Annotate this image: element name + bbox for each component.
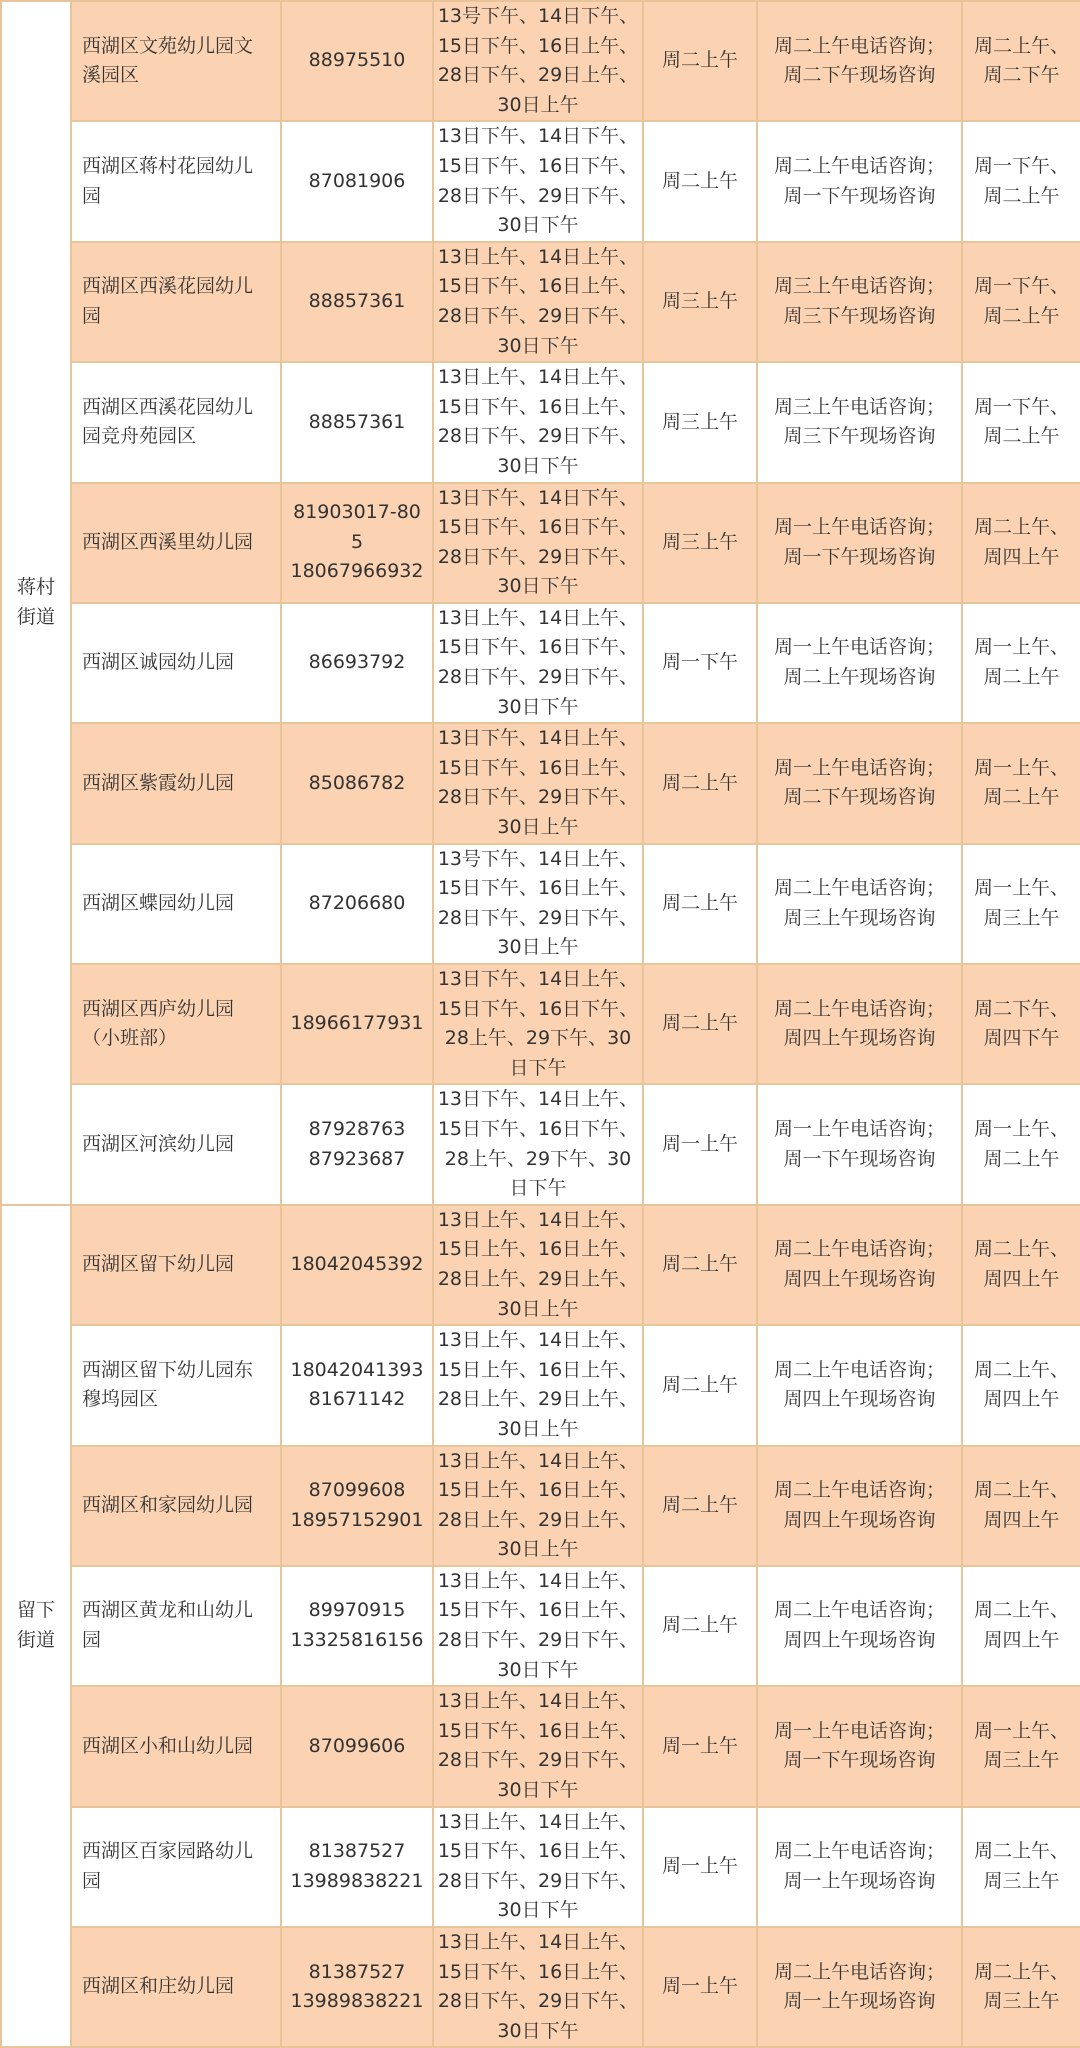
phone-cell [281, 1807, 433, 1927]
consultation-line: 周三上午电话咨询； [773, 275, 945, 298]
registration-dates: 13日上午、14日上午、15日上午、16日上午、28日上午、29日上午、30日上午 [433, 1325, 643, 1445]
phone-number: 81903017-805 [293, 501, 421, 553]
time-cell [962, 1446, 1080, 1566]
consultation-line: 周三下午现场咨询 [783, 304, 936, 327]
time-line: 周二下午 [983, 64, 1060, 87]
registration-dates: 13号下午、14日下午、15日下午、16日上午、28日下午、29日上午、30日上午 [433, 1, 643, 121]
phone-number: 81387527 [308, 1840, 406, 1863]
phone-number: 87081906 [308, 169, 406, 192]
table-row [1, 121, 1080, 241]
phone-number: 81671142 [308, 1388, 406, 1411]
registration-dates: 13日下午、14日下午、15日下午、16日下午、28日下午、29日下午、30日下午 [433, 121, 643, 241]
registration-dates: 13日上午、14日上午、15日下午、16日上午、28日下午、29日下午、30日下午 [433, 1686, 643, 1806]
phone-number: 86693792 [308, 651, 406, 674]
registration-dates: 13日下午、14日上午、15日下午、16日下午、28上午、29下午、30日下午 [433, 1084, 643, 1204]
announce-day: 周二上午 [643, 1325, 757, 1445]
registration-dates: 13日下午、14日上午、15日下午、16日下午、28上午、29下午、30日下午 [433, 964, 643, 1084]
consultation-line: 周一下午现场咨询 [783, 545, 936, 568]
time-line: 周一下午、 [973, 154, 1069, 177]
table-row [1, 723, 1080, 843]
time-line: 周三上午 [983, 1749, 1060, 1772]
announce-day: 周三上午 [643, 483, 757, 603]
table-row [1, 1325, 1080, 1445]
consultation-line: 周二上午电话咨询； [773, 1358, 945, 1381]
announce-day: 周一上午 [643, 1807, 757, 1927]
table-row [1, 1446, 1080, 1566]
consultation-line: 周三上午现场咨询 [783, 906, 936, 929]
phone-cell [281, 603, 433, 723]
kindergarten-name: 西湖区黄龙和山幼儿园 [71, 1566, 281, 1686]
consultation-line: 周二上午电话咨询； [773, 1599, 945, 1622]
registration-dates: 13日上午、14日上午、15日下午、16日下午、28日下午、29日下午、30日下午 [433, 603, 643, 723]
phone-number: 89970915 [308, 1599, 406, 1622]
table-row [1, 483, 1080, 603]
registration-dates: 13日下午、14日上午、15日下午、16日上午、28日下午、29日下午、30日上午 [433, 723, 643, 843]
consultation-cell [757, 1, 962, 121]
consultation-line: 周一上午电话咨询； [773, 636, 945, 659]
time-line: 周一上午、 [973, 1117, 1069, 1140]
time-cell [962, 964, 1080, 1084]
table-row [1, 1084, 1080, 1204]
phone-cell [281, 121, 433, 241]
phone-number: 18966177931 [290, 1012, 424, 1035]
registration-dates: 13日上午、14日上午、15日上午、16日上午、28日上午、29日上午、30日上午 [433, 1205, 643, 1325]
time-line: 周四上午 [983, 1388, 1060, 1411]
consultation-cell [757, 844, 962, 964]
consultation-line: 周二上午电话咨询； [773, 1840, 945, 1863]
time-cell [962, 1, 1080, 121]
registration-dates: 13日上午、14日上午、15日下午、16日上午、28日下午、29日下午、30日下午 [433, 1566, 643, 1686]
consultation-cell [757, 362, 962, 482]
phone-number: 13989838221 [290, 1990, 424, 2013]
phone-number: 18957152901 [290, 1508, 424, 1531]
announce-day: 周一上午 [643, 1927, 757, 2047]
registration-dates: 13日上午、14日上午、15日下午、16日上午、28日下午、29日下午、30日下午 [433, 1927, 643, 2047]
consultation-line: 周一下午现场咨询 [783, 1147, 936, 1170]
phone-cell [281, 723, 433, 843]
consultation-cell [757, 723, 962, 843]
time-line: 周三上午 [983, 1869, 1060, 1892]
consultation-line: 周二上午电话咨询； [773, 34, 945, 57]
time-line: 周三上午 [983, 906, 1060, 929]
table-row [1, 844, 1080, 964]
kindergarten-name: 西湖区西溪花园幼儿园竞舟苑园区 [71, 362, 281, 482]
district-label: 街道 [16, 1629, 55, 1652]
consultation-line: 周一上午现场咨询 [783, 1990, 936, 2013]
kindergarten-name: 西湖区西溪里幼儿园 [71, 483, 281, 603]
consultation-cell [757, 1205, 962, 1325]
consultation-line: 周二上午电话咨询； [773, 154, 945, 177]
phone-number: 88975510 [308, 49, 406, 72]
consultation-line: 周一下午现场咨询 [783, 1749, 936, 1772]
time-line: 周三上午 [983, 1990, 1060, 2013]
registration-dates: 13日上午、14日上午、15日下午、16日上午、28日下午、29日下午、30日下午 [433, 242, 643, 362]
phone-number: 88857361 [308, 410, 406, 433]
time-line: 周二上午、 [973, 516, 1069, 539]
district-label: 蒋村 [16, 576, 55, 599]
consultation-line: 周二上午电话咨询； [773, 997, 945, 1020]
consultation-line: 周三上午电话咨询； [773, 395, 945, 418]
announce-day: 周二上午 [643, 1205, 757, 1325]
time-cell [962, 723, 1080, 843]
kindergarten-name: 西湖区小和山幼儿园 [71, 1686, 281, 1806]
time-line: 周二上午、 [973, 1840, 1069, 1863]
consultation-line: 周一上午电话咨询； [773, 756, 945, 779]
consultation-line: 周二上午电话咨询； [773, 1960, 945, 1983]
table-row [1, 1686, 1080, 1806]
phone-number: 18042045392 [290, 1253, 424, 1276]
consultation-line: 周三下午现场咨询 [783, 425, 936, 448]
consultation-line: 周四上午现场咨询 [783, 1267, 936, 1290]
kindergarten-name: 西湖区和庄幼儿园 [71, 1927, 281, 2047]
consultation-line: 周二上午电话咨询； [773, 1238, 945, 1261]
consultation-line: 周一上午电话咨询； [773, 516, 945, 539]
time-line: 周二上午、 [973, 1960, 1069, 1983]
phone-number: 87099608 [308, 1479, 406, 1502]
consultation-line: 周四上午现场咨询 [783, 1027, 936, 1050]
phone-cell [281, 1446, 433, 1566]
phone-number: 13325816156 [290, 1629, 424, 1652]
time-line: 周二上午、 [973, 34, 1069, 57]
time-line: 周四下午 [983, 1027, 1060, 1050]
phone-number: 87099606 [308, 1734, 406, 1757]
announce-day: 周一下午 [643, 603, 757, 723]
time-cell [962, 844, 1080, 964]
time-line: 周二上午 [983, 425, 1060, 448]
phone-cell [281, 1686, 433, 1806]
time-line: 周一上午、 [973, 1719, 1069, 1742]
phone-cell [281, 1205, 433, 1325]
phone-number: 87206680 [308, 892, 406, 915]
announce-day: 周二上午 [643, 1446, 757, 1566]
consultation-cell [757, 1686, 962, 1806]
time-line: 周二上午 [983, 1147, 1060, 1170]
time-line: 周一上午、 [973, 636, 1069, 659]
phone-cell [281, 1927, 433, 2047]
kindergarten-name: 西湖区蝶园幼儿园 [71, 844, 281, 964]
consultation-line: 周四上午现场咨询 [783, 1508, 936, 1531]
kindergarten-name: 西湖区文苑幼儿园文溪园区 [71, 1, 281, 121]
announce-day: 周二上午 [643, 723, 757, 843]
time-line: 周四上午 [983, 1267, 1060, 1290]
phone-cell [281, 1, 433, 121]
phone-number: 88857361 [308, 290, 406, 313]
consultation-line: 周一下午现场咨询 [783, 184, 936, 207]
announce-day: 周二上午 [643, 964, 757, 1084]
kindergarten-name: 西湖区留下幼儿园 [71, 1205, 281, 1325]
phone-number: 13989838221 [290, 1869, 424, 1892]
time-cell [962, 1686, 1080, 1806]
phone-number: 85086782 [308, 771, 406, 794]
consultation-line: 周一上午现场咨询 [783, 1869, 936, 1892]
table-row [1, 964, 1080, 1084]
phone-cell [281, 844, 433, 964]
phone-cell [281, 1325, 433, 1445]
district-cell [1, 1, 71, 1205]
announce-day: 周三上午 [643, 242, 757, 362]
registration-dates: 13日上午、14日上午、15日上午、16日上午、28日上午、29日上午、30日上午 [433, 1446, 643, 1566]
time-line: 周二上午 [983, 666, 1060, 689]
phone-number: 18042041393 [290, 1358, 424, 1381]
time-line: 周二上午、 [973, 1238, 1069, 1261]
consultation-cell [757, 121, 962, 241]
kindergarten-name: 西湖区留下幼儿园东穆坞园区 [71, 1325, 281, 1445]
phone-cell [281, 964, 433, 1084]
time-line: 周四上午 [983, 1629, 1060, 1652]
table-row [1, 603, 1080, 723]
time-cell [962, 603, 1080, 723]
time-cell [962, 242, 1080, 362]
phone-number: 87923687 [308, 1147, 406, 1170]
time-line: 周一上午、 [973, 877, 1069, 900]
phone-number: 81387527 [308, 1960, 406, 1983]
consultation-cell [757, 1325, 962, 1445]
consultation-cell [757, 1927, 962, 2047]
kindergarten-name: 西湖区诚园幼儿园 [71, 603, 281, 723]
time-cell [962, 1566, 1080, 1686]
consultation-line: 周四上午现场咨询 [783, 1388, 936, 1411]
consultation-cell [757, 603, 962, 723]
district-cell [1, 1205, 71, 2048]
consultation-line: 周一上午电话咨询； [773, 1719, 945, 1742]
time-cell [962, 1205, 1080, 1325]
kindergarten-name: 西湖区紫霞幼儿园 [71, 723, 281, 843]
table-row [1, 1, 1080, 121]
consultation-cell [757, 483, 962, 603]
phone-cell [281, 483, 433, 603]
table-row [1, 1205, 1080, 1325]
kindergarten-name: 西湖区西庐幼儿园（小班部） [71, 964, 281, 1084]
phone-number: 18067966932 [290, 560, 424, 583]
consultation-line: 周二上午电话咨询； [773, 877, 945, 900]
table-row [1, 1807, 1080, 1927]
time-line: 周二上午、 [973, 1479, 1069, 1502]
time-line: 周二上午、 [973, 1599, 1069, 1622]
consultation-cell [757, 1446, 962, 1566]
time-line: 周一上午、 [973, 756, 1069, 779]
time-line: 周一下午、 [973, 275, 1069, 298]
phone-cell [281, 242, 433, 362]
time-cell [962, 1325, 1080, 1445]
consultation-line: 周二下午现场咨询 [783, 64, 936, 87]
announce-day: 周二上午 [643, 1, 757, 121]
phone-cell [281, 362, 433, 482]
registration-dates: 13日上午、14日上午、15日下午、16日上午、28日下午、29日下午、30日下午 [433, 362, 643, 482]
consultation-line: 周二上午现场咨询 [783, 666, 936, 689]
time-cell [962, 1807, 1080, 1927]
announce-day: 周一上午 [643, 1084, 757, 1204]
kindergarten-name: 西湖区和家园幼儿园 [71, 1446, 281, 1566]
registration-dates: 13日上午、14日上午、15日下午、16日上午、28日下午、29日下午、30日下午 [433, 1807, 643, 1927]
announce-day: 周二上午 [643, 844, 757, 964]
time-cell [962, 483, 1080, 603]
phone-cell [281, 1084, 433, 1204]
registration-dates: 13号下午、14日上午、15日下午、16日上午、28日下午、29日下午、30日上午 [433, 844, 643, 964]
consultation-cell [757, 964, 962, 1084]
time-line: 周四上午 [983, 545, 1060, 568]
consultation-cell [757, 1566, 962, 1686]
district-label: 街道 [16, 605, 55, 628]
time-line: 周二下午、 [973, 997, 1069, 1020]
announce-day: 周二上午 [643, 1566, 757, 1686]
consultation-line: 周四上午现场咨询 [783, 1629, 936, 1652]
consultation-cell [757, 242, 962, 362]
kindergarten-name: 西湖区河滨幼儿园 [71, 1084, 281, 1204]
table-row [1, 1927, 1080, 2047]
announce-day: 周三上午 [643, 362, 757, 482]
time-line: 周二上午 [983, 786, 1060, 809]
time-line: 周二上午 [983, 184, 1060, 207]
time-line: 周二上午 [983, 304, 1060, 327]
kindergarten-name: 西湖区西溪花园幼儿园 [71, 242, 281, 362]
registration-dates: 13日下午、14日下午、15日下午、16日下午、28日下午、29日下午、30日下午 [433, 483, 643, 603]
kindergarten-name: 西湖区百家园路幼儿园 [71, 1807, 281, 1927]
time-line: 周二上午、 [973, 1358, 1069, 1381]
consultation-cell [757, 1807, 962, 1927]
table-row [1, 362, 1080, 482]
kindergarten-name: 西湖区蒋村花园幼儿园 [71, 121, 281, 241]
phone-cell [281, 1566, 433, 1686]
consultation-line: 周二上午电话咨询； [773, 1479, 945, 1502]
announce-day: 周二上午 [643, 121, 757, 241]
table-row [1, 242, 1080, 362]
consultation-cell [757, 1084, 962, 1204]
time-cell [962, 362, 1080, 482]
time-cell [962, 1927, 1080, 2047]
announce-day: 周一上午 [643, 1686, 757, 1806]
time-cell [962, 121, 1080, 241]
consultation-line: 周一上午电话咨询； [773, 1117, 945, 1140]
table-row [1, 1566, 1080, 1686]
district-label: 留下 [16, 1599, 55, 1622]
time-line: 周一下午、 [973, 395, 1069, 418]
consultation-line: 周二下午现场咨询 [783, 786, 936, 809]
time-line: 周四上午 [983, 1508, 1060, 1531]
phone-number: 87928763 [308, 1117, 406, 1140]
time-cell [962, 1084, 1080, 1204]
